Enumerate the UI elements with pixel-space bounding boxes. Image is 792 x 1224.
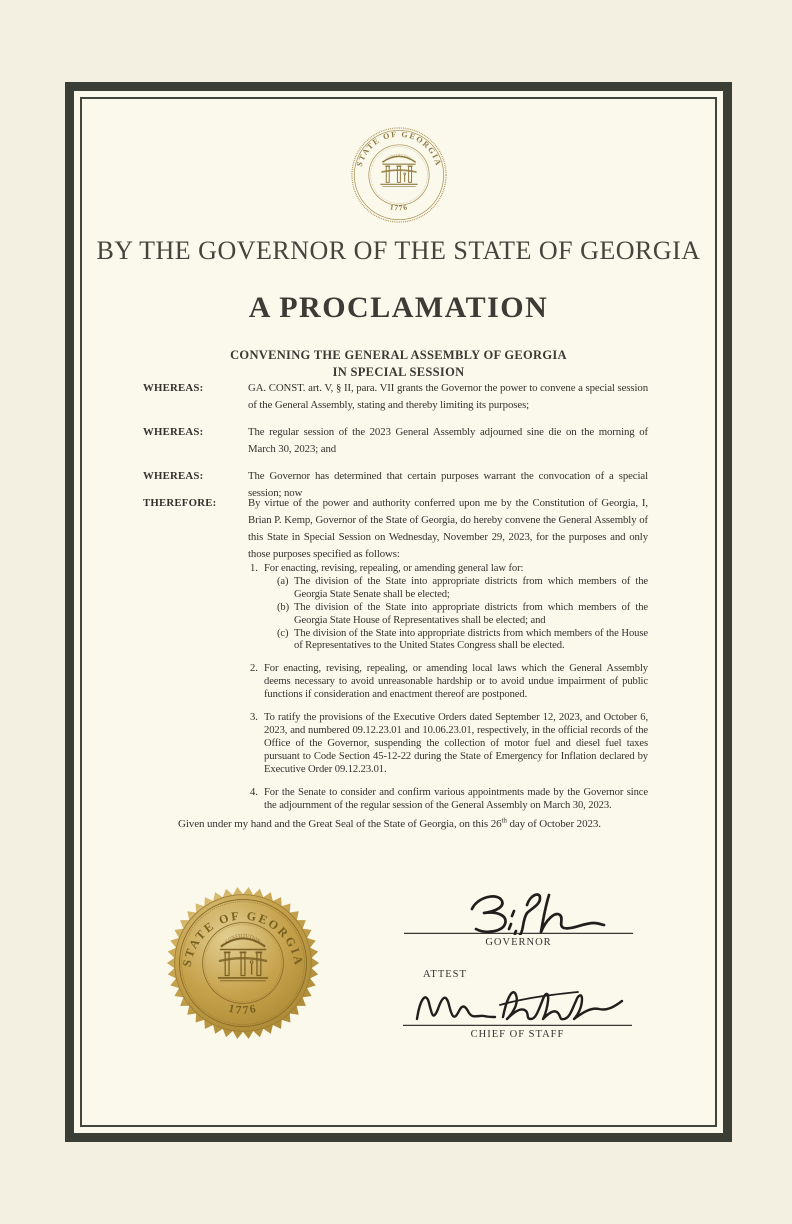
chief-of-staff-signature [402, 983, 633, 1027]
attest-label: ATTEST [423, 969, 467, 980]
top-seal-arch-and-columns [380, 156, 417, 186]
svg-text:1776 [389, 202, 409, 212]
purpose-subitem-c [277, 628, 648, 654]
clause-text: GA. CONST. art. V, § II, para. VII grants the Governor the power to convene a special session of the General Assembly, stating and thereby limiting its purposes; [248, 382, 648, 411]
purpose-number: 3. [250, 712, 258, 724]
purpose-text: For the Senate to consider and confirm various appointments made by the Governor since the adjournment of the regular session of the General Assembly on March 30, 2023. [264, 786, 648, 811]
subitem-text: The division of the State into appropriate districts from which members of the Georgia State Senate shall be elected; [294, 575, 648, 600]
purpose-text: For enacting, revising, repealing, or amending local laws which the General Assembly deems necessary to avoid unreasonable hardship or to avoid undue impairment of public functions if consideration and enactment thereof are postponed. [264, 663, 648, 701]
purpose-subitem-b [277, 602, 648, 628]
testimonium-suffix: day of October 2023. [506, 818, 601, 830]
purpose-number: 2. [250, 663, 258, 675]
bottom-seal-ring-text: STATE OF GEORGIA [179, 908, 307, 968]
governor-signature-block [403, 882, 634, 948]
subitem-text: The division of the State into appropriate districts from which members of the House of Representatives to the United States Congress shall be elected. [294, 627, 648, 652]
testimonium-prefix: Given under my hand and the Great Seal of the State of Georgia, on this 26 [178, 818, 502, 830]
clause-label: THEREFORE: [143, 497, 217, 509]
clause-label: WHEREAS: [143, 382, 204, 394]
clause-label: WHEREAS: [143, 470, 204, 482]
subitem-letter: (c) [277, 627, 289, 639]
purpose-item-1 [250, 563, 648, 653]
georgia-state-seal-icon [350, 126, 448, 224]
top-seal-year-text: 1776 [389, 202, 409, 213]
subitem-text: The division of the State into appropriate districts from which members of the Georgia State House of Representatives shall be elected; and [294, 601, 648, 626]
purpose-number: 4. [250, 786, 258, 798]
proclamation-title: A PROCLAMATION [248, 291, 549, 324]
by-governor-title: BY THE GOVERNOR OF THE STATE OF GEORGIA [96, 236, 701, 265]
proclamation-subject [66, 347, 731, 381]
purpose-item-2 [250, 663, 648, 702]
testimonium-line [178, 818, 601, 830]
purpose-subitem-a [277, 576, 648, 602]
purpose-item-3 [250, 712, 648, 777]
testimonium-ordinal-suffix: th [501, 816, 507, 825]
bottom-seal-year-text: 1776 [227, 1002, 259, 1017]
purpose-text: To ratify the provisions of the Executive Orders dated September 12, 2023, and October 6, 2023, and numbered 09.12.23.01 and 10.06.23.01, respectively, in the official records of the Office of the Governor, suspending the collection of motor fuel and diesel fuel taxes pursuant to Code Section 45-12-22 during the State of Emergency for Inflation declared by Executive Order 09.12.23.01. [264, 712, 648, 775]
purpose-number: 1. [250, 563, 258, 574]
top-seal-arch-text: CONSTITUTION [385, 152, 413, 161]
gold-foil-seal-icon [166, 886, 320, 1040]
subitem-letter: (b) [277, 601, 290, 613]
purpose-text: For enacting, revising, repealing, or amending general law for: [264, 563, 524, 574]
therefore-clause [143, 495, 648, 563]
purpose-item-4 [250, 787, 648, 813]
chief-of-staff-signature-block [402, 983, 633, 1040]
clause-label: WHEREAS: [143, 426, 204, 438]
chief-of-staff-label: CHIEF OF STAFF [470, 1029, 565, 1040]
clause-text: The Governor has determined that certain purposes warrant the convocation of a special session; now [248, 470, 648, 499]
svg-text:STATE OF GEORGIA [355, 130, 443, 168]
subject-line-2: IN SPECIAL SESSION [332, 365, 465, 379]
clause-text: By virtue of the power and authority conferred upon me by the Constitution of Georgia, I, Brian P. Kemp, Governor of the State of Georgia, do hereby convene the General Assembly of this State in Special Session on Wednesday, November 29, 2023, for the purposes and only those purposes specified as follows: [248, 497, 648, 560]
top-seal-ring-text: STATE OF GEORGIA [354, 129, 444, 168]
governor-label: GOVERNOR [485, 937, 552, 948]
governor-signature [403, 882, 634, 935]
whereas-clause-1 [143, 380, 648, 414]
subitem-letter: (a) [277, 575, 289, 587]
whereas-clause-2 [143, 424, 648, 458]
clause-text: The regular session of the 2023 General Assembly adjourned sine die on the morning of March 30, 2023; and [248, 426, 648, 455]
bottom-seal-arch-text: CONSTITUTION [224, 932, 262, 944]
subject-line-1: CONVENING THE GENERAL ASSEMBLY OF GEORGIA [230, 348, 567, 362]
